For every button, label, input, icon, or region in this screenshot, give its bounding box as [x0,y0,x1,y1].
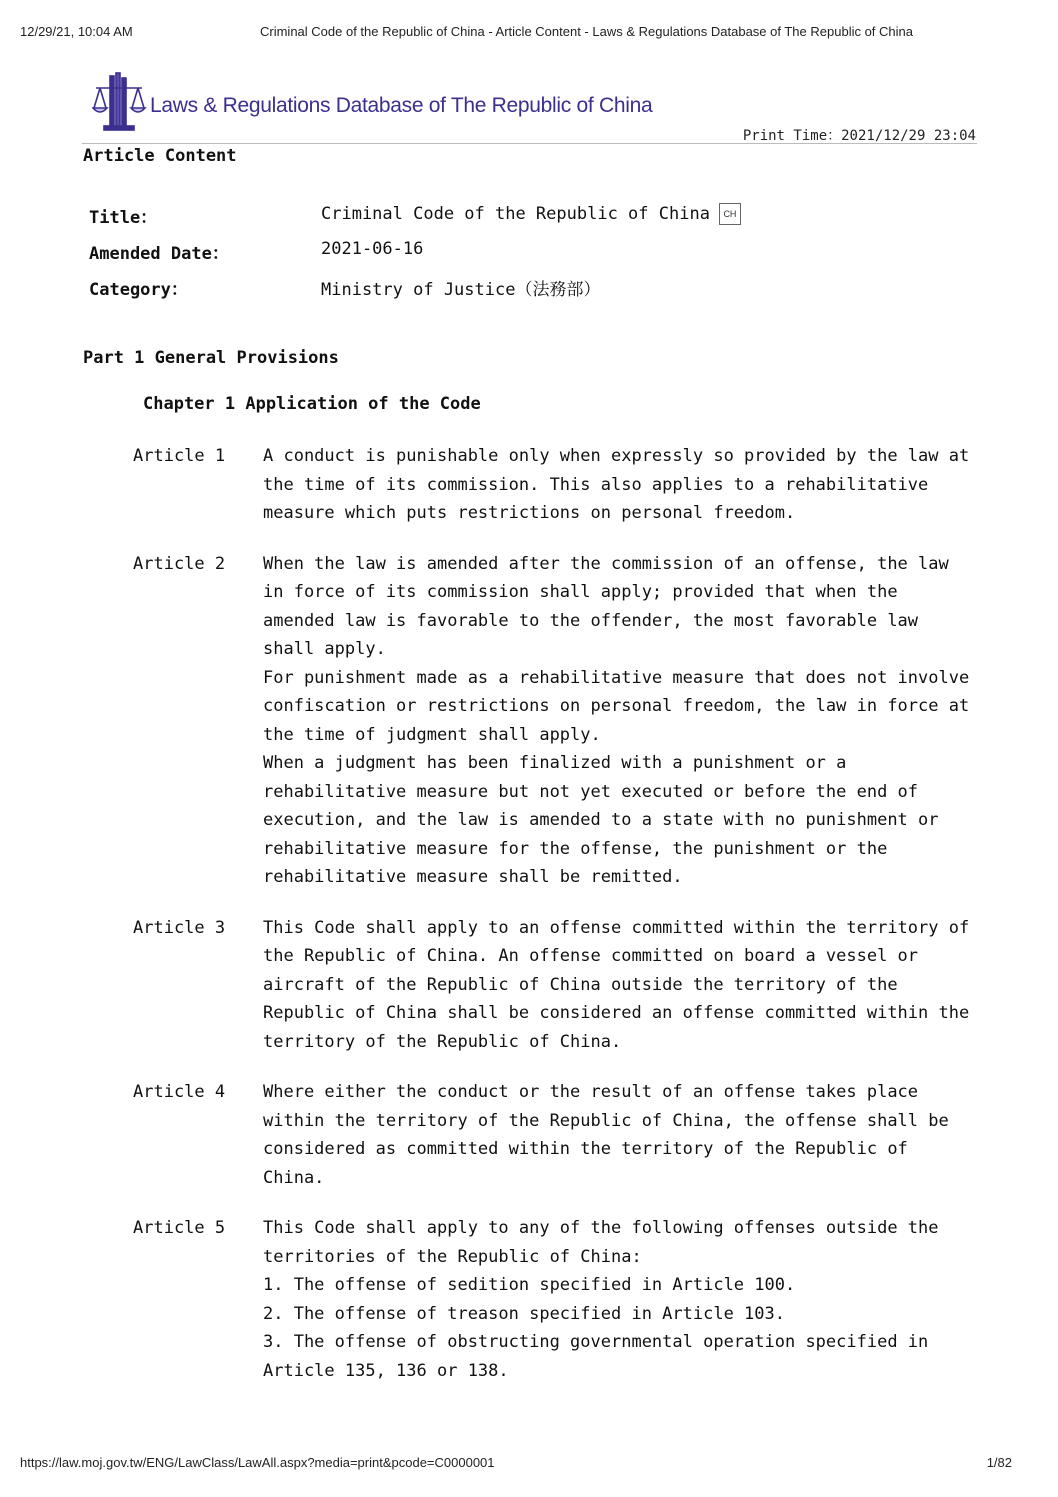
article-number[interactable]: Article 3 [133,917,226,938]
article-number[interactable]: Article 1 [133,446,226,466]
print-datetime: 12/29/21, 10:04 AM [20,24,133,39]
article-item [133,550,983,892]
article-paragraph: Where either the conduct or the result of an offense takes place within the territory of the Republic of China, the offense shall be considered as committed within the territory of the Republic of China. [263,1082,949,1188]
meta-label: Amended Date： [89,244,229,264]
print-header [0,24,1058,44]
print-time: Print Time：2021/12/29 23:04 [742,128,976,144]
page-url: https://law.moj.gov.tw/ENG/LawClass/LawAll.aspx?media=print&pcode=C0000001 [20,1455,495,1470]
article-number[interactable]: Article 5 [133,1218,226,1238]
site-logo[interactable] [92,70,652,134]
article-paragraph: When the law is amended after the commission of an offense, the law in force of its commission shall apply; provided that when the amended law is favorable to the offender, the most favorable law shall apply. [263,553,949,659]
article-item [133,914,983,1057]
article-paragraph: This Code shall apply to an offense committed within the territory of the Republic of China. An offense committed on board a vessel or aircraft of the Republic of China outside the territory of the Republic of China shall be considered an offense committed within the territory of the Republic of China. [263,917,970,1052]
article-paragraph: This Code shall apply to any of the following offenses outside the territories of the Republic of China: [263,1218,939,1267]
article-number[interactable]: Article 4 [133,1082,226,1102]
meta-value: Ministry of Justice（法務部） [321,280,601,300]
section-heading: Article Content [83,146,237,166]
article-body [263,1078,975,1192]
article-list [133,442,983,1407]
meta-label: Category： [89,280,188,300]
article-item [133,1078,983,1192]
print-page-title: Criminal Code of the Republic of China - Article Content - Laws & Regulations Database of The Republic of China [260,24,913,39]
article-item [133,1214,983,1385]
chapter-title: Chapter 1 Application of the Code [143,394,481,414]
page-number: 1/82 [986,1455,1012,1470]
meta-value: 2021-06-16 [321,239,424,259]
article-paragraph: A conduct is punishable only when expressly so provided by the law at the time of its commission. This also applies to a rehabilitative measure which puts restrictions on personal freedom. [263,446,970,523]
article-paragraph: 3. The offense of obstructing governmental operation specified in Article 135, 136 or 138. [263,1332,929,1381]
article-item [133,442,983,528]
article-paragraph: 2. The offense of treason specified in Article 103. [263,1303,785,1324]
logo-text: Laws & Regulations Database of The Republic of China [150,94,653,117]
article-number[interactable]: Article 2 [133,553,226,574]
article-body [263,914,975,1057]
meta-label: Title： [89,208,158,228]
header-divider [82,143,977,144]
print-footer [0,1455,1058,1475]
article-paragraph: When a judgment has been finalized with a punishment or a rehabilitative measure but not yet executed or before the end of execution, and the law is amended to a state with no punishment or rehabilitative measure for the offense, the punishment or the rehabilitative measure shall be remitted. [263,753,939,887]
article-paragraph: For punishment made as a rehabilitative measure that does not involve confiscation or restrictions on personal freedom, the law in force at the time of judgment shall apply. [263,667,970,745]
justice-scales-icon [92,70,148,134]
part-title: Part 1 General Provisions [83,348,339,368]
meta-value [321,203,741,225]
article-paragraph: 1. The offense of sedition specified in Article 100. [263,1275,796,1295]
law-title: Criminal Code of the Republic of China [321,204,710,224]
article-body [263,1214,975,1385]
article-body [263,442,975,528]
article-body [263,550,975,892]
chinese-version-button[interactable]: CH [719,203,741,225]
